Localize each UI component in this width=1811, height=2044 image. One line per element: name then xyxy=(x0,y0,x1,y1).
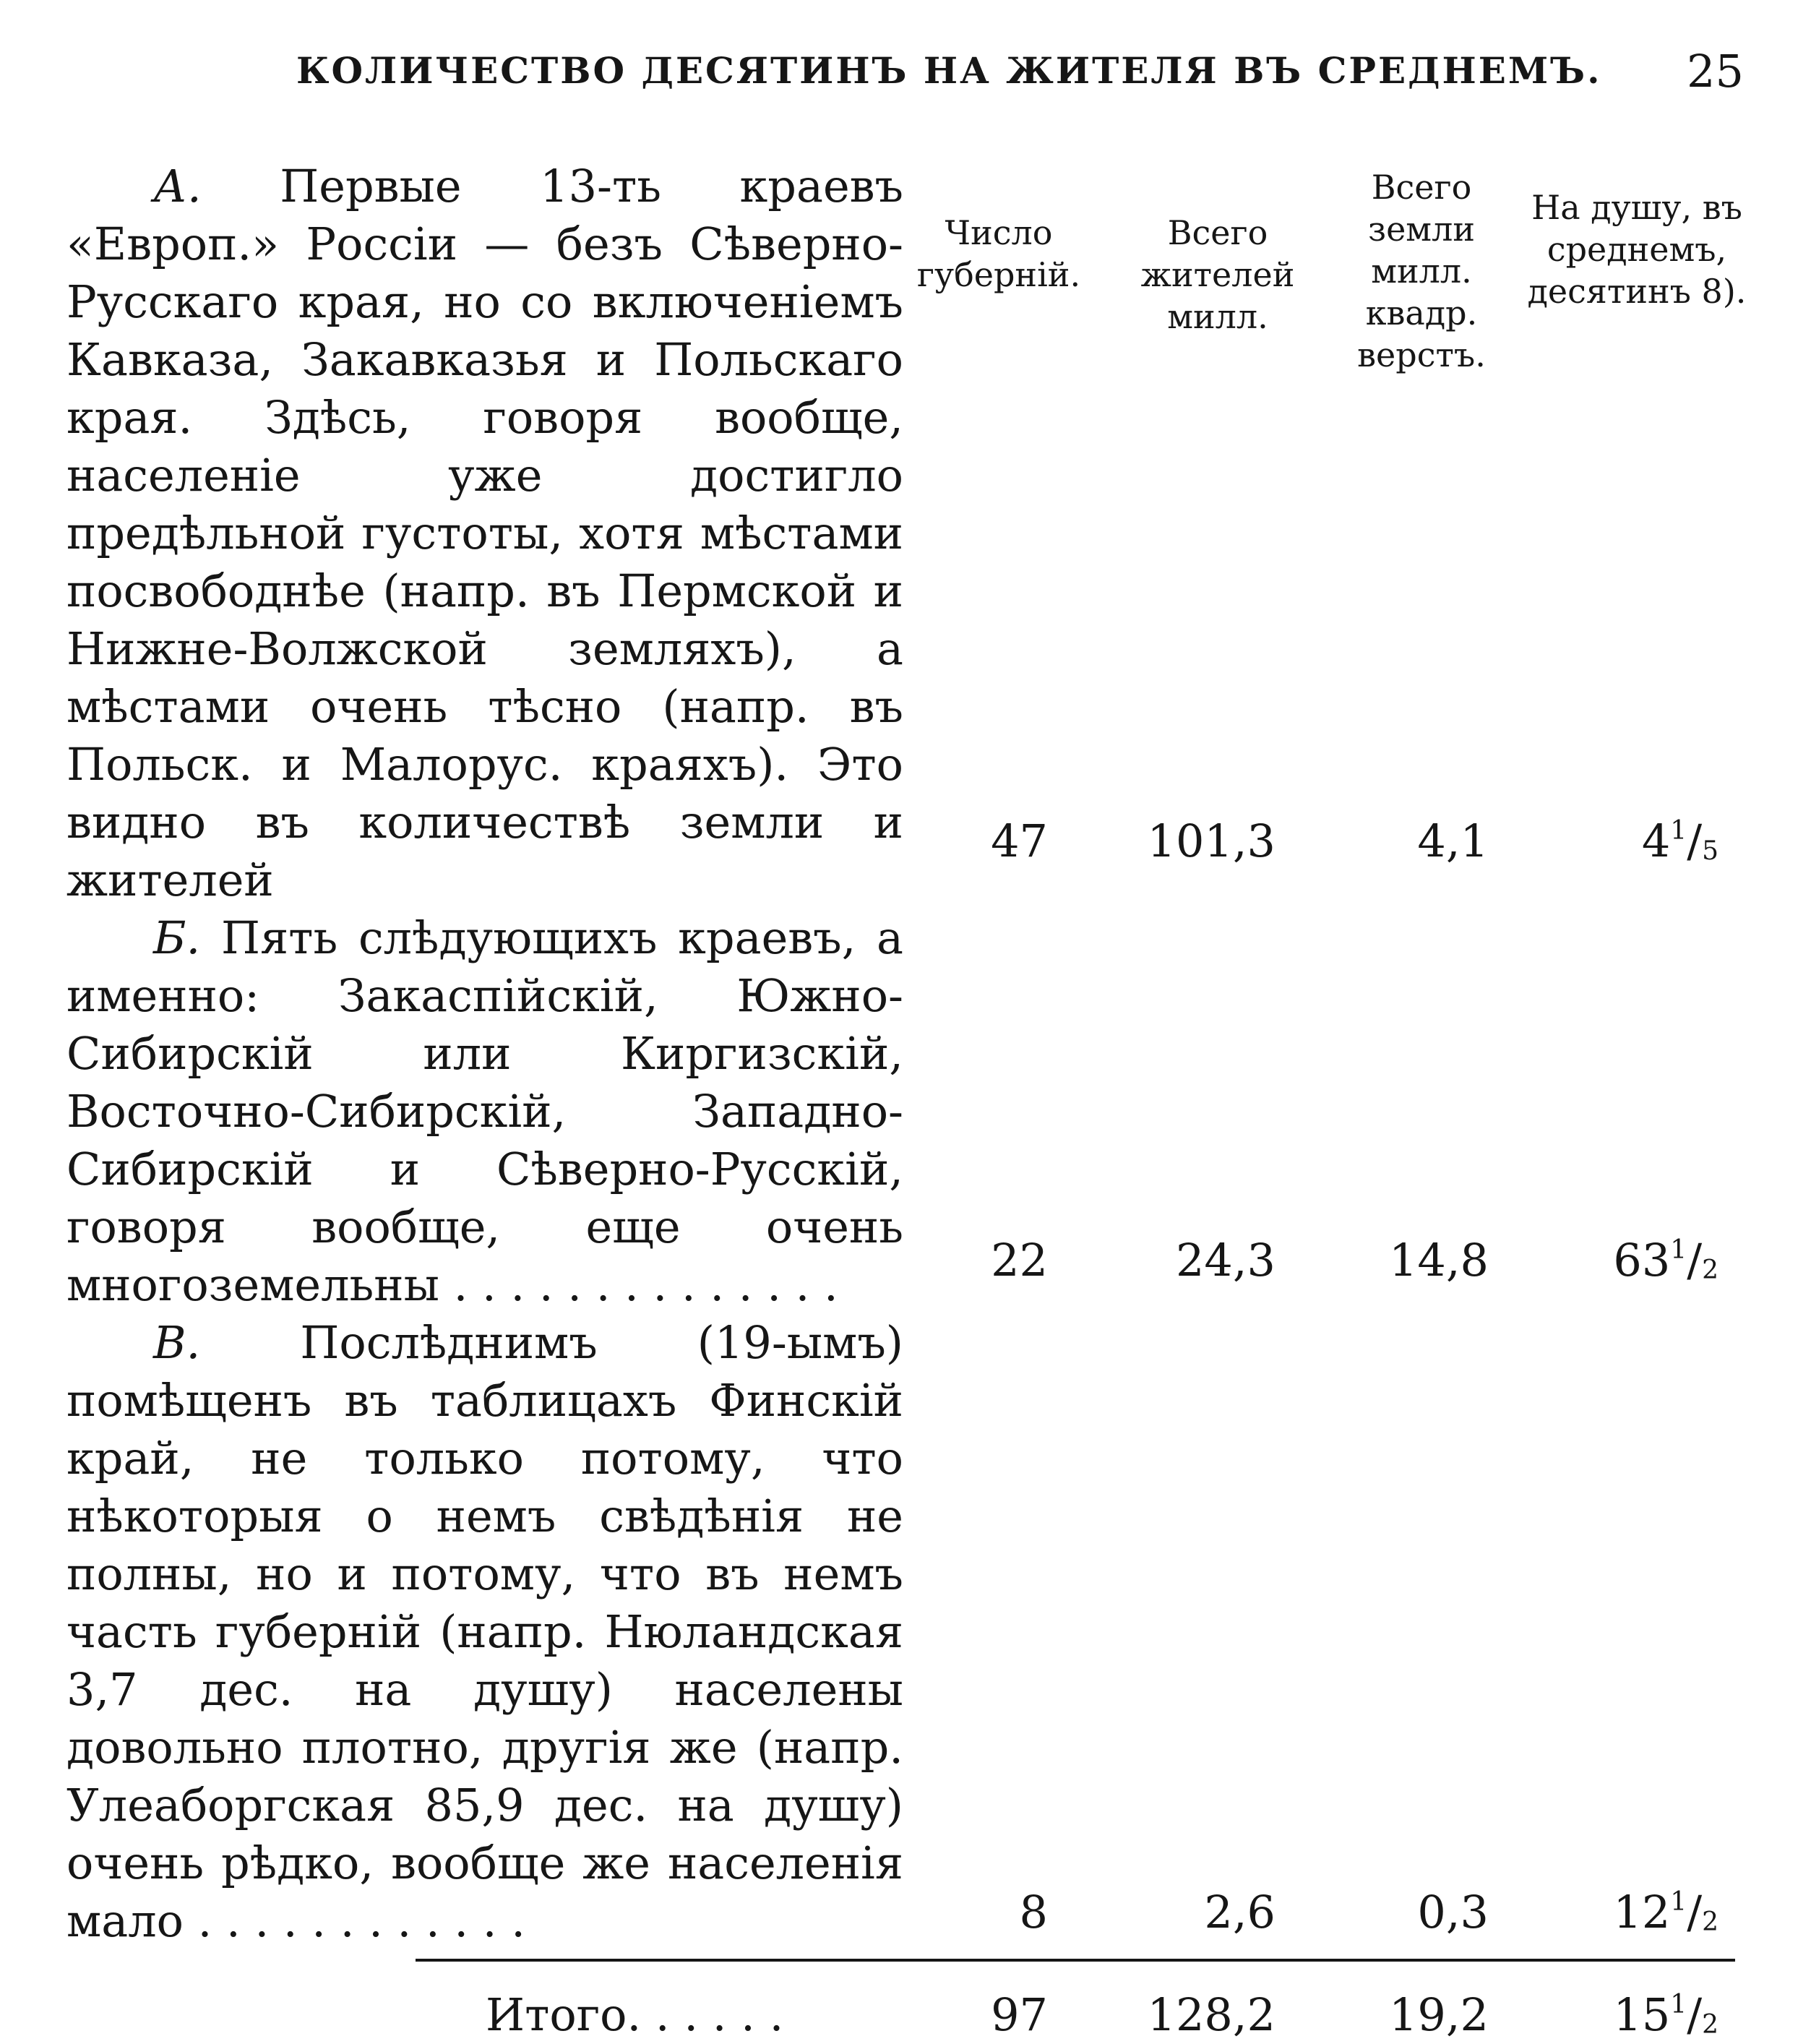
body-text xyxy=(66,158,903,1950)
row-b-zhiteli: 24,3 xyxy=(1175,1234,1276,1287)
total-gubernii: 97 xyxy=(991,1988,1048,2041)
section-c-leader: . . . . . . . . . . . . xyxy=(183,1894,525,1947)
row-a-zemlya: 4,1 xyxy=(1417,815,1489,867)
row-b-per-capita: $63^1/_2$ xyxy=(1613,1234,1718,1287)
row-a-per-capita: $4^1/_5$ xyxy=(1641,815,1718,867)
row-c-per-capita: $12^1/_2$ xyxy=(1613,1886,1718,1938)
row-b-zemlya: 14,8 xyxy=(1388,1234,1489,1287)
section-b-letter: Б. xyxy=(153,911,201,964)
section-a xyxy=(66,158,903,909)
section-b-leader: . . . . . . . . . . . . . . xyxy=(439,1258,838,1311)
section-c xyxy=(66,1314,903,1950)
column-header-per-capita: На душу, въ среднемъ, десятинъ 8). xyxy=(1527,188,1747,311)
section-b xyxy=(66,909,903,1314)
row-c-zhiteli: 2,6 xyxy=(1204,1886,1276,1938)
total-zemlya: 19,2 xyxy=(1388,1988,1489,2041)
page-number: 25 xyxy=(1687,45,1744,98)
section-b-text: Пять слѣдующихъ краевъ, а именно: Закаспійскій, Южно-Сибирскій или Киргизскій, Восточно-Сибирскій, Западно-Сибирскій и Сѣверно-Русскій, говоря вообще, еще очень многоземельны xyxy=(66,911,903,1311)
total-label: Итого. . . . . . xyxy=(486,1988,784,2041)
total-leader: . . . . . . xyxy=(627,1988,784,2041)
running-title: КОЛИЧЕСТВО ДЕСЯТИНЪ НА ЖИТЕЛЯ ВЪ СРЕДНЕМЪ. xyxy=(296,49,1602,92)
row-b-gubernii: 22 xyxy=(991,1234,1048,1287)
row-a-zhiteli: 101,3 xyxy=(1147,815,1276,867)
column-header-gubernii: Число губерній. xyxy=(916,213,1081,294)
total-zhiteli: 128,2 xyxy=(1147,1988,1276,2041)
column-header-zemlya: Всего земли милл. квадр. верстъ. xyxy=(1357,168,1486,374)
column-header-zhiteli: Всего жителей милл. xyxy=(1140,213,1295,336)
section-a-letter: А. xyxy=(153,160,202,212)
row-c-gubernii: 8 xyxy=(1019,1886,1048,1938)
section-c-text: Послѣднимъ (19-ымъ) помѣщенъ въ таблицахъ Финскій край, не только потому, что нѣкоторыя о немъ свѣдѣнія не полны, но и потому, что въ немъ часть губерній (напр. Нюландская 3,7 дес. на душу) населены довольно плотно, другія же (напр. Улеаборгская 85,9 дес. на душу) очень рѣдко, вообще же населенія мало xyxy=(66,1316,903,1947)
section-a-text: Первые 13-ть краевъ «Европ.» Россіи — безъ Сѣверно-Русскаго края, но со включеніемъ Кавказа, Закавказья и Польскаго края. Здѣсь, говоря вообще, населеніе уже достигло предѣльной густоты, хотя мѣстами посвободнѣе (напр. въ Пермской и Нижне-Волжской земляхъ), а мѣстами очень тѣсно (напр. въ Польск. и Малорус. краяхъ). Это видно въ количествѣ земли и жителей xyxy=(66,160,903,906)
row-a-gubernii: 47 xyxy=(991,815,1048,867)
row-c-zemlya: 0,3 xyxy=(1417,1886,1489,1938)
section-c-letter: В. xyxy=(153,1316,201,1369)
total-per-capita: $15^1/_2$ xyxy=(1613,1988,1718,2041)
total-rule xyxy=(416,1959,1735,1962)
